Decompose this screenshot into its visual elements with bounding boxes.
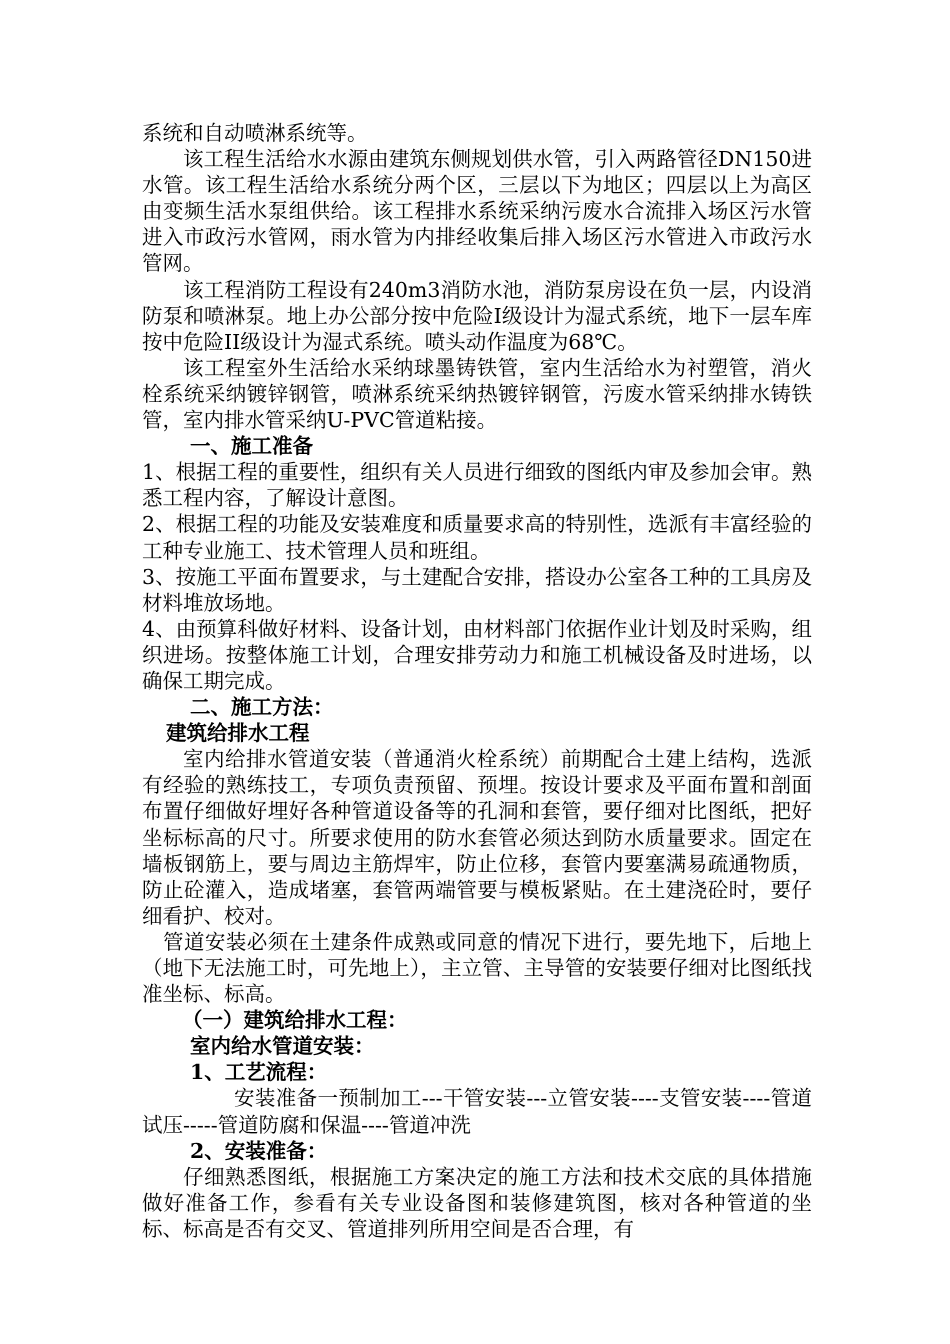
heading-indoor-water-supply: 室内给水管道安装： <box>190 1034 375 1059</box>
paragraph-indoor-pipe-install: 室内给排水管道安装（普通消火栓系统）前期配合土建上结构，选派有经验的熟练技工，专项负责预留、预埋。按设计要求及平面布置和剖面布置仔细做好埋好各种管道设备等的孔洞和套管，要仔细对比图纸，把好坐标标高的尺寸。所要求使用的防水套管必须达到防水质量要求。固定在墙板钢筋上，要与周边主筋焊牢，防止位移，套管内要塞满易疏通物质，防止砼灌入，造成堵塞，套管两端管要与模板紧贴。在土建浇砼时，要仔细看护、校对。 <box>142 747 812 928</box>
list-item-prep-1: 1、根据工程的重要性，组织有关人员进行细致的图纸内审及参加会审。熟悉工程内容，了解设计意图。 <box>142 460 812 511</box>
paragraph-install-preparation: 仔细熟悉图纸，根据施工方案决定的施工方法和技术交底的具体措施做好准备工作，参看有关专业设备图和装修建筑图，核对各种管道的坐标、标高是否有交叉、管道排列所用空间是否合理，有 <box>142 1164 812 1241</box>
paragraph-process-flow: 安装准备一预制加工---干管安装---立管安装----支管安装----管道试压-----管道防腐和保温----管道冲洗 <box>142 1086 812 1137</box>
heading-construction-preparation: 一、施工准备 <box>190 434 313 459</box>
heading-construction-method: 二、施工方法： <box>190 695 334 720</box>
list-item-prep-3: 3、按施工平面布置要求，与土建配合安排，搭设办公室各工种的工具房及材料堆放场地。 <box>142 564 812 615</box>
paragraph-continuation: 系统和自动喷淋系统等。 <box>142 121 368 145</box>
heading-process-flow: 1、工艺流程： <box>190 1060 328 1085</box>
paragraph-fire-protection: 该工程消防工程设有240m3消防水池，消防泵房设在负一层，内设消防泵和喷淋泵。地上办公部分按中危险I级设计为湿式系统，地下一层车库按中危险II级设计为湿式系统。喷头动作温度为68℃。 <box>142 277 812 354</box>
list-item-prep-4: 4、由预算科做好材料、设备计划，由材料部门依据作业计划及时采购，组织进场。按整体施工计划，合理安排劳动力和施工机械设备及时进场，以确保工期完成。 <box>142 616 812 693</box>
heading-section-one: （一）建筑给排水工程： <box>182 1008 408 1033</box>
paragraph-water-supply: 该工程生活给水水源由建筑东侧规划供水管，引入两路管径DN150进水管。该工程生活给水系统分两个区，三层以下为地区；四层以上为高区由变频生活水泵组供给。该工程排水系统采纳污废水合流排入场区污水管进入市政污水管网，雨水管为内排经收集后排入场区污水管进入市政污水管网。 <box>142 147 812 276</box>
heading-building-drainage: 建筑给排水工程 <box>166 721 310 746</box>
list-item-prep-2: 2、根据工程的功能及安装难度和质量要求高的特别性，选派有丰富经验的工种专业施工、技术管理人员和班组。 <box>142 512 812 563</box>
heading-install-preparation: 2、安装准备： <box>190 1138 328 1163</box>
paragraph-pipe-materials: 该工程室外生活给水采纳球墨铸铁管，室内生活给水为衬塑管，消火栓系统采纳镀锌钢管，喷淋系统采纳热镀锌钢管，污废水管采纳排水铸铁管，室内排水管采纳U-PVC管道粘接。 <box>142 355 812 433</box>
paragraph-pipe-install-order: 管道安装必须在土建条件成熟或同意的情况下进行，要先地下，后地上（地下无法施工时，可先地上），主立管、主导管的安装要仔细对比图纸找准坐标、标高。 <box>142 929 812 1007</box>
